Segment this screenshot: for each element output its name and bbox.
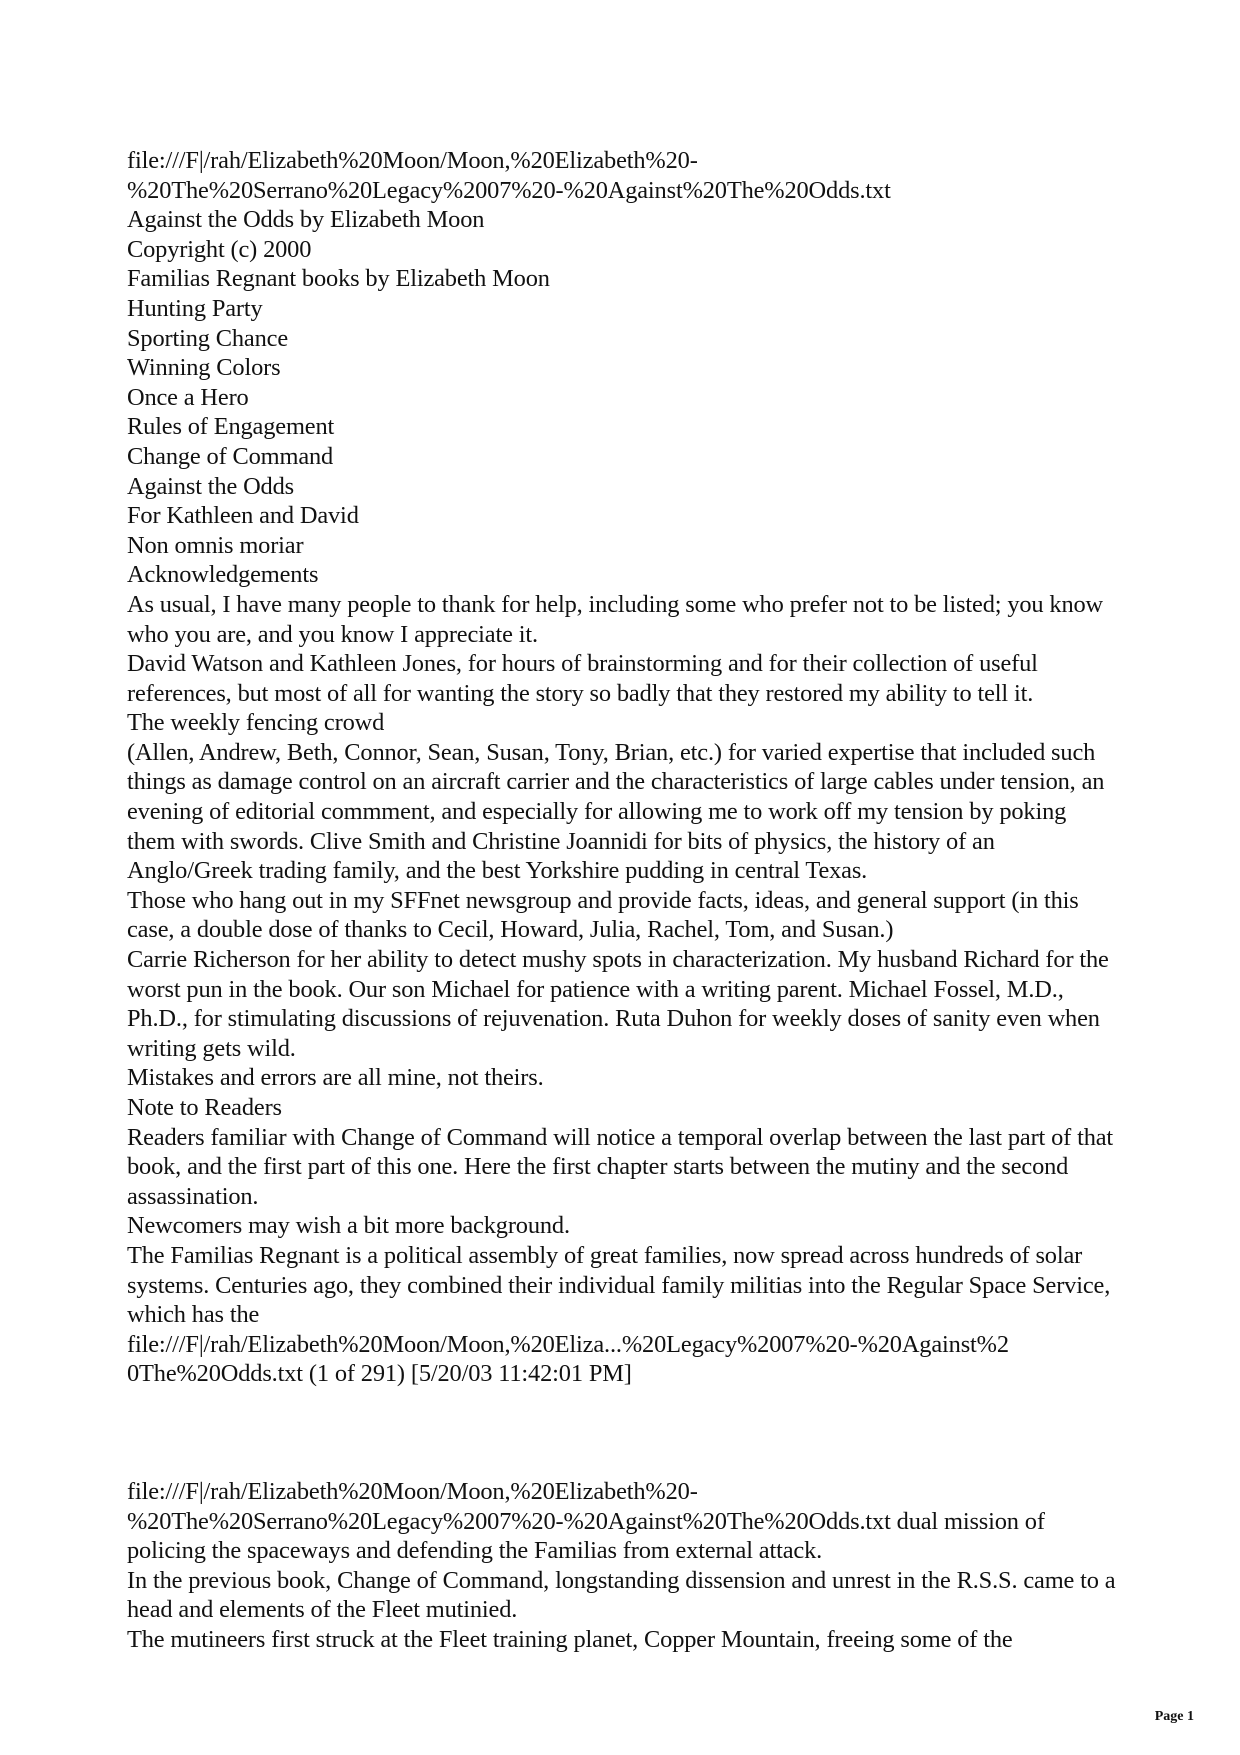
note-heading: Note to Readers <box>127 1094 282 1121</box>
paragraph: The weekly fencing crowd <box>127 709 385 737</box>
paragraph: As usual, I have many people to thank for help, including some who prefer not to be listed; you know who you are, and you know I appreciate it. <box>127 590 1104 648</box>
dedication-line: For Kathleen and David <box>127 502 359 530</box>
continuation-paragraph: In the previous book, Change of Command, longstanding dissension and unrest in the R.S.S. came to a head and elements of the Fleet mutinied. <box>127 1566 1116 1624</box>
book-list-item: Hunting Party <box>127 294 263 322</box>
book-list-item: Once a Hero <box>127 383 249 411</box>
book-list-item: Rules of Engagement <box>127 413 335 441</box>
book-list-item: Change of Command <box>127 442 334 470</box>
paragraph: Mistakes and errors are all mine, not theirs. <box>127 1064 544 1092</box>
document-body <box>127 146 1117 1655</box>
book-title-line: Against the Odds by Elizabeth Moon <box>127 206 485 234</box>
paragraph: Carrie Richerson for her ability to detect mushy spots in characterization. My husband Richard for the worst pun in the book. Our son Michael for patience with a writing parent. Michael Fossel, M.D., Ph.D., for stimulating discussions of rejuvenation. Ruta Duhon for weekly doses of sanity even when writing gets wild. <box>127 946 1109 1062</box>
paragraph: David Watson and Kathleen Jones, for hours of brainstorming and for their collection of useful references, but most of all for wanting the story so badly that they restored my ability to tell it. <box>127 650 1038 707</box>
file-path-footer: file:///F|/rah/Elizabeth%20Moon/Moon,%20Eliza...%20Legacy%2007%20-%20Against%2 0The%20Odds.txt (1 of 291) [5/20/03 11:42:01 PM] <box>127 1330 1009 1388</box>
book-list-item: Sporting Chance <box>127 324 289 352</box>
file-path-header-continued: file:///F|/rah/Elizabeth%20Moon/Moon,%20Elizabeth%20-%20The%20Serrano%20Legacy%2007%20-%20Against%20The%20Odds.txt dual mission of policing the spaceways and defending the Familias from external attack. <box>127 1477 1045 1565</box>
file-path-header: file:///F|/rah/Elizabeth%20Moon/Moon,%20Elizabeth%20-%20The%20Serrano%20Legacy%2007%20-%20Against%20The%20Odds.txt <box>127 147 891 204</box>
copyright-line: Copyright (c) 2000 <box>127 235 312 263</box>
series-heading: Familias Regnant books by Elizabeth Moon <box>127 265 550 293</box>
note-paragraph: Newcomers may wish a bit more background. <box>127 1212 570 1240</box>
book-list-item: Against the Odds <box>127 472 294 500</box>
paragraph: Those who hang out in my SFFnet newsgroup and provide facts, ideas, and general support (in this case, a double dose of thanks to Cecil, Howard, Julia, Rachel, Tom, and Susan.) <box>127 886 1079 944</box>
note-paragraph: Readers familiar with Change of Command will notice a temporal overlap between the last part of that book, and the first part of this one. Here the first chapter starts between the mutiny and the second assassination. <box>127 1123 1114 1210</box>
note-paragraph: The Familias Regnant is a political assembly of great families, now spread across hundreds of solar systems. Centuries ago, they combined their individual family militias into the Regular Space Service, which has the <box>127 1241 1111 1329</box>
continuation-paragraph: The mutineers first struck at the Fleet training planet, Copper Mountain, freeing some of the <box>127 1625 1013 1653</box>
book-list-item: Winning Colors <box>127 354 281 382</box>
motto-line: Non omnis moriar <box>127 531 304 559</box>
paragraph: (Allen, Andrew, Beth, Connor, Sean, Susan, Tony, Brian, etc.) for varied expertise that included such things as damage control on an aircraft carrier and the characteristics of large cables under tension, an evening of editorial commment, and especially for allowing me to work off my tension by poking them with swords. Clive Smith and Christine Joannidi for bits of physics, the history of an Anglo/Greek trading family, and the best Yorkshire pudding in central Texas. <box>127 738 1105 885</box>
acknowledgements-heading: Acknowledgements <box>127 561 319 589</box>
page-number: Page 1 <box>1154 1709 1194 1724</box>
page-break-gap <box>127 1389 1117 1477</box>
